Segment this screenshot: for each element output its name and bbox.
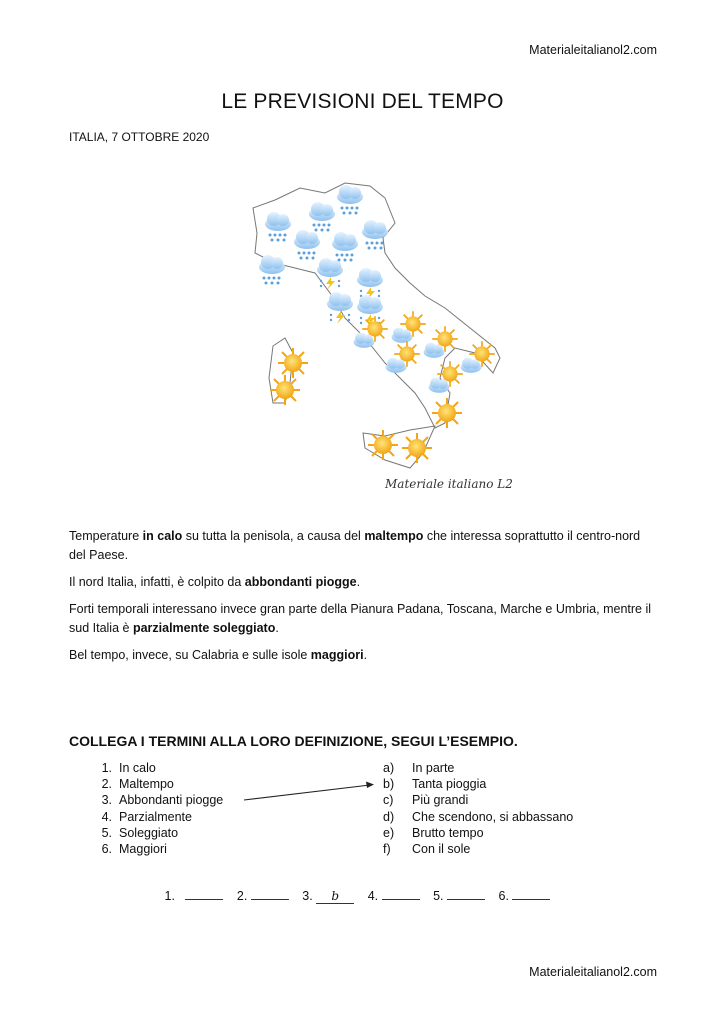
- definition-item: b) Tanta pioggia: [383, 777, 487, 792]
- answer-field-1[interactable]: [185, 887, 223, 900]
- definition-item: e) Brutto tempo: [383, 825, 484, 840]
- term-item: 1. In calo: [101, 761, 156, 775]
- term-item: 5. Soleggiato: [101, 825, 179, 840]
- exercise-title: COLLEGA I TERMINI ALLA LORO DEFINIZIONE, SEGUI L’ESEMPIO.: [69, 733, 518, 749]
- answer-field-3[interactable]: b: [316, 891, 354, 904]
- term-item: 3. Abbondanti piogge: [101, 793, 224, 808]
- example-arrow-icon: [240, 780, 380, 804]
- answer-field-2[interactable]: [251, 887, 289, 900]
- definitions-list: [383, 760, 573, 857]
- definition-item: d) Che scendono, si abbassano: [383, 809, 574, 824]
- weather-map-italy: [245, 178, 520, 498]
- definition-item: a) In parte: [383, 761, 455, 775]
- answer-field-4[interactable]: [382, 887, 420, 900]
- header-site: Materialeitalianol2.com: [529, 43, 657, 57]
- term-item: 6. Maggiori: [101, 842, 167, 857]
- term-item: 4. Parzialmente: [101, 809, 192, 824]
- thunderstorm-icon: [317, 258, 383, 327]
- answer-blanks: 1. 2. 3. b 4. 5. 6.: [0, 887, 725, 904]
- partly-sunny-icon: [354, 311, 495, 393]
- footer-site: Materialeitalianol2.com: [529, 965, 657, 979]
- definition-item: f) Con il sole: [383, 842, 471, 857]
- map-watermark: Materiale italiano L2: [385, 477, 513, 491]
- paragraph-3: Forti temporali interessano invece gran parte della Pianura Padana, Toscana, Marche e Umbria, mentre il sud Italia è parzialmente soleggiato.: [69, 602, 652, 635]
- paragraph-1: Temperature in calo su tutta la penisola, a causa del maltempo che interessa soprattutto il centro-nord del Paese.: [69, 529, 641, 562]
- dateline: ITALIA, 7 OTTOBRE 2020: [69, 130, 210, 144]
- page-title: LE PREVISIONI DEL TEMPO: [221, 90, 504, 113]
- answer-field-5[interactable]: [447, 887, 485, 900]
- sun-icon: [270, 348, 462, 463]
- definition-item: c) Più grandi: [383, 793, 469, 808]
- paragraph-4: Bel tempo, invece, su Calabria e sulle isole maggiori.: [69, 648, 368, 662]
- answer-field-6[interactable]: [512, 887, 550, 900]
- term-item: 2. Maltempo: [101, 777, 174, 792]
- terms-list: [90, 760, 223, 857]
- paragraph-2: Il nord Italia, infatti, è colpito da abbondanti piogge.: [69, 575, 361, 589]
